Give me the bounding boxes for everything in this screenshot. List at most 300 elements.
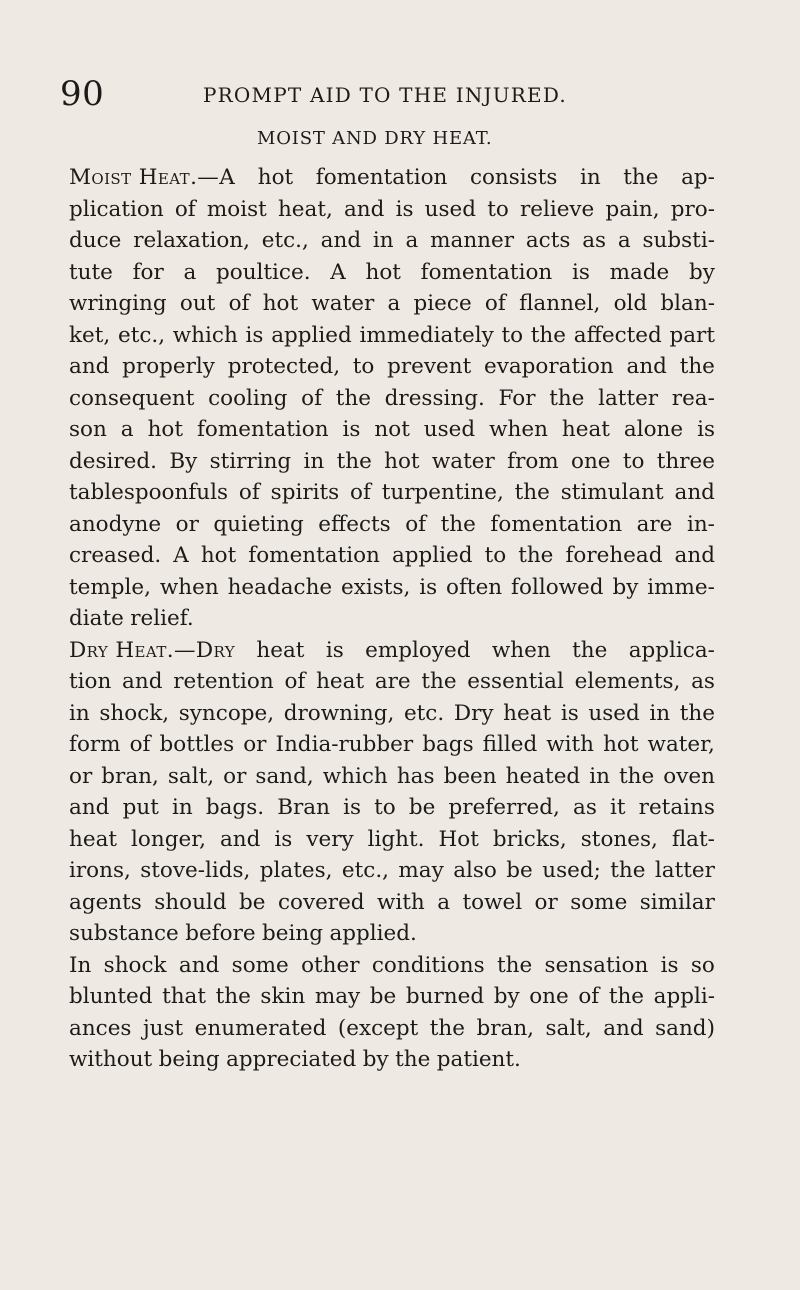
word: when — [159, 574, 219, 600]
word: hot — [365, 259, 401, 285]
word: anodyne — [69, 511, 162, 537]
word: stones, — [580, 826, 658, 852]
word: made — [609, 259, 670, 285]
word: prevent — [387, 354, 472, 379]
word: stirring — [209, 448, 292, 474]
word: and — [674, 543, 715, 568]
word: relief. — [130, 606, 194, 631]
word: not — [374, 417, 410, 442]
word: latter — [598, 385, 659, 411]
word: in — [579, 165, 601, 190]
word: be — [506, 858, 533, 883]
word: pro- — [670, 196, 715, 222]
word: to — [501, 322, 524, 348]
word: essential — [467, 669, 564, 694]
word: cooling — [208, 385, 288, 411]
section-heading: MOIST AND DRY HEAT. — [257, 128, 493, 149]
word: sand) — [655, 1015, 715, 1041]
text-line — [69, 383, 715, 415]
word: very — [306, 826, 354, 852]
text-line — [69, 824, 715, 856]
word: that — [162, 984, 207, 1009]
word: in- — [686, 511, 715, 537]
text-line — [69, 414, 715, 446]
word: A — [330, 259, 346, 285]
word: as — [691, 669, 715, 694]
word: or — [243, 732, 267, 757]
word: towel — [462, 889, 523, 915]
word: often — [446, 574, 503, 600]
word: retains — [638, 795, 715, 820]
word: of — [578, 984, 600, 1009]
word: applied — [271, 322, 352, 348]
text-line — [69, 194, 715, 226]
word: is — [697, 417, 715, 442]
word: etc., — [117, 322, 166, 348]
text-line — [69, 288, 715, 320]
word: the — [421, 669, 457, 694]
word: a — [183, 259, 197, 285]
word: wringing — [69, 291, 167, 316]
text-line — [69, 225, 715, 257]
word: the — [572, 637, 608, 663]
text-line — [69, 1013, 715, 1045]
text-line — [69, 162, 715, 194]
word: salt, — [545, 1015, 592, 1041]
word: and — [603, 1015, 644, 1041]
word: to — [374, 795, 396, 820]
word: the — [429, 1015, 465, 1041]
word: which — [322, 763, 388, 789]
word: be — [408, 795, 436, 820]
word: the — [215, 984, 251, 1009]
word: as — [573, 795, 597, 820]
text-line — [69, 509, 715, 541]
word: other — [301, 952, 360, 978]
word: to — [352, 354, 375, 379]
word: or — [223, 763, 247, 789]
word: used — [424, 196, 477, 222]
word: a — [120, 417, 134, 442]
word: of — [405, 511, 427, 537]
word: drowning, — [283, 700, 395, 726]
paragraph-lead: Dry Heat.—Dry — [69, 637, 236, 663]
word: plication — [69, 196, 164, 222]
word: bags — [422, 732, 474, 757]
word: longer, — [131, 826, 206, 852]
word: fomentation — [490, 511, 623, 537]
word: bricks, — [492, 826, 567, 852]
word: used — [423, 417, 476, 442]
word: tion — [69, 669, 112, 694]
word: and — [178, 952, 220, 978]
word: water, — [647, 732, 715, 757]
word: a — [405, 228, 419, 253]
word: and — [219, 826, 261, 852]
word: the — [619, 763, 655, 789]
word: it — [610, 795, 626, 820]
word: bran, — [476, 1015, 535, 1041]
word: and — [626, 354, 667, 379]
word: been — [443, 763, 497, 789]
word: latter — [654, 858, 715, 883]
word: dressing. — [384, 385, 485, 411]
word: acts — [525, 228, 571, 253]
word: shock, — [99, 700, 170, 726]
word: India-rubber — [275, 732, 414, 757]
word: the — [608, 984, 645, 1009]
word: stove-lids, — [140, 858, 251, 883]
word: the — [623, 165, 659, 190]
word: syncope, — [178, 700, 275, 726]
word: by — [493, 984, 520, 1009]
word: of — [238, 480, 260, 505]
word: poultice. — [215, 259, 311, 285]
word: is — [343, 795, 362, 820]
word: and — [674, 480, 715, 505]
word: pain, — [605, 196, 660, 222]
word: preferred, — [448, 795, 560, 820]
word: consequent — [69, 385, 195, 411]
word: salt, — [167, 763, 215, 789]
word: For — [498, 385, 536, 411]
text-line — [69, 603, 715, 635]
word: part — [669, 322, 715, 348]
word: diate — [69, 606, 124, 631]
word: duce — [69, 228, 122, 253]
word: a — [617, 228, 631, 253]
word: blunted — [69, 984, 153, 1009]
word: substance — [69, 921, 179, 946]
word: being — [158, 1047, 220, 1072]
word: are — [636, 511, 673, 537]
word: which — [172, 322, 238, 348]
word: A — [173, 543, 189, 568]
word: applied — [391, 543, 473, 568]
word: oven — [663, 763, 715, 789]
word: Dry — [453, 700, 494, 726]
word: just — [142, 1015, 184, 1041]
word: has — [396, 763, 435, 789]
word: alone — [623, 417, 684, 442]
word: is — [571, 259, 590, 285]
word: etc., — [261, 228, 309, 253]
text-line — [69, 320, 715, 352]
text-line — [69, 887, 715, 919]
word: (except — [337, 1015, 419, 1041]
word: water — [311, 291, 375, 316]
word: hot — [200, 543, 237, 568]
word: and — [320, 228, 362, 253]
word: enumerated — [194, 1015, 327, 1041]
text-line — [69, 950, 715, 982]
word: when — [491, 637, 551, 663]
word: are — [374, 669, 411, 694]
word: is — [245, 322, 264, 348]
word: By — [169, 448, 198, 474]
paragraph-lead: Moist Heat.—A — [69, 165, 236, 190]
text-line — [69, 855, 715, 887]
word: by — [362, 1047, 389, 1072]
word: of — [350, 480, 371, 505]
word: to — [622, 448, 645, 474]
word: old — [613, 291, 648, 316]
word: burned — [405, 984, 485, 1009]
word: turpentine, — [381, 480, 504, 505]
word: plates, — [259, 858, 333, 883]
word: manner — [430, 228, 515, 253]
word: son — [69, 417, 107, 442]
word: heated — [505, 763, 581, 789]
word: may — [398, 858, 444, 883]
word: is — [419, 574, 438, 600]
word: of — [284, 669, 306, 694]
word: shock — [103, 952, 167, 978]
word: rea- — [671, 385, 715, 411]
word: in — [649, 700, 671, 726]
word: hot — [384, 448, 420, 474]
text-line — [69, 981, 715, 1013]
word: being — [262, 921, 323, 946]
word: consists — [469, 165, 558, 190]
word: hot — [603, 732, 639, 757]
word: in — [372, 228, 394, 253]
word: exists, — [341, 574, 411, 600]
word: to — [487, 196, 509, 222]
word: is — [660, 952, 679, 978]
word: elements, — [574, 669, 681, 694]
word: heat — [561, 417, 610, 442]
word: fomentation — [248, 543, 380, 568]
word: filled — [482, 732, 538, 757]
word: spirits — [270, 480, 340, 505]
word: or — [534, 889, 558, 915]
text-line — [69, 351, 715, 383]
text-line — [69, 635, 715, 667]
word: in — [303, 448, 325, 474]
word: of — [484, 291, 506, 316]
word: employed — [365, 637, 471, 663]
word: heat — [316, 669, 365, 694]
running-head — [60, 76, 580, 116]
text-line — [69, 477, 715, 509]
word: properly — [122, 354, 215, 379]
word: heat, — [277, 196, 333, 222]
word: of — [301, 385, 323, 411]
word: the — [440, 511, 476, 537]
text-line — [69, 257, 715, 289]
word: should — [154, 889, 227, 915]
text-line — [69, 792, 715, 824]
word: from — [507, 448, 559, 474]
word: as — [582, 228, 607, 253]
word: the — [395, 1047, 431, 1072]
word: is — [325, 637, 344, 663]
word: in — [171, 795, 193, 820]
word: sand, — [255, 763, 314, 789]
text-line — [69, 761, 715, 793]
word: the — [336, 448, 372, 474]
word: fomentation — [196, 417, 329, 442]
word: temple, — [69, 574, 151, 600]
word: and — [69, 354, 110, 379]
text-line — [69, 572, 715, 604]
word: the — [679, 700, 715, 726]
word: by — [612, 574, 639, 600]
word: skin — [260, 984, 306, 1009]
word: creased. — [69, 543, 162, 568]
word: one — [529, 984, 569, 1009]
word: some — [231, 952, 289, 978]
word: and — [122, 669, 163, 694]
word: Hot — [438, 826, 479, 852]
word: covered — [277, 889, 365, 915]
word: is — [342, 417, 361, 442]
word: for — [132, 259, 164, 285]
word: is — [395, 196, 414, 222]
word: relaxation, — [133, 228, 250, 253]
word: applied. — [329, 921, 417, 946]
word: ances — [69, 1015, 132, 1041]
word: conditions — [371, 952, 485, 978]
word: a — [437, 889, 451, 915]
word: etc., — [341, 858, 389, 883]
word: fomentation — [420, 259, 553, 285]
word: Bran — [277, 795, 330, 820]
text-line — [69, 540, 715, 572]
word: blan- — [660, 291, 715, 316]
word: of — [174, 196, 196, 222]
word: desired. — [69, 448, 157, 474]
word: In — [69, 952, 92, 978]
word: bottles — [159, 732, 235, 757]
word: appreciated — [226, 1047, 357, 1072]
word: one — [571, 448, 611, 474]
word: be — [369, 984, 397, 1009]
word: without — [69, 1047, 153, 1072]
word: tablespoonfuls — [69, 480, 229, 505]
body-text — [69, 162, 715, 1076]
page-number: 90 — [60, 74, 105, 114]
word: or — [69, 763, 93, 789]
word: immediately — [359, 322, 494, 348]
word: or — [175, 511, 199, 537]
word: headache — [227, 574, 333, 600]
text-line — [69, 666, 715, 698]
word: the — [335, 385, 371, 411]
word: piece — [413, 291, 472, 316]
word: patient. — [436, 1047, 521, 1072]
word: also — [453, 858, 497, 883]
word: by — [688, 259, 715, 285]
word: used — [588, 700, 640, 726]
word: some — [570, 889, 628, 915]
text-line — [69, 1044, 715, 1076]
word: is — [560, 700, 579, 726]
word: with — [377, 889, 425, 915]
word: affected — [573, 322, 662, 348]
word: the — [497, 952, 533, 978]
word: agents — [69, 889, 142, 915]
word: fomentation — [315, 165, 448, 190]
word: the — [530, 322, 567, 348]
word: the — [549, 385, 585, 411]
word: followed — [511, 574, 604, 600]
word: substi- — [642, 228, 715, 253]
word: the — [518, 543, 554, 568]
word: effects — [318, 511, 391, 537]
word: imme- — [647, 574, 715, 600]
word: irons, — [69, 858, 131, 883]
word: evaporation — [483, 354, 614, 379]
running-title: PROMPT AID TO THE INJURED. — [203, 83, 567, 107]
word: light. — [367, 826, 425, 852]
word: applica- — [628, 637, 715, 663]
word: tute — [69, 259, 113, 285]
word: is — [274, 826, 293, 852]
word: used; — [542, 858, 601, 883]
word: and — [69, 795, 110, 820]
word: bran, — [101, 763, 159, 789]
word: similar — [639, 889, 715, 915]
word: three — [656, 448, 715, 474]
word: before — [185, 921, 256, 946]
word: ap- — [681, 165, 715, 190]
word: put — [122, 795, 159, 820]
word: water — [431, 448, 495, 474]
word: in — [589, 763, 610, 789]
word: flannel, — [519, 291, 601, 316]
word: etc. — [403, 700, 445, 726]
word: when — [489, 417, 548, 442]
word: may — [314, 984, 361, 1009]
word: bags. — [205, 795, 265, 820]
word: heat — [503, 700, 552, 726]
word: so — [690, 952, 715, 978]
word: of — [228, 291, 250, 316]
word: forehead — [565, 543, 663, 568]
word: hot — [147, 417, 183, 442]
word: protected, — [227, 354, 341, 379]
word: hot — [262, 291, 299, 316]
word: with — [546, 732, 595, 757]
word: and — [343, 196, 385, 222]
word: relieve — [519, 196, 595, 222]
word: heat — [256, 637, 305, 663]
word: in — [69, 700, 90, 726]
word: be — [239, 889, 266, 915]
word: hot — [257, 165, 294, 190]
text-line — [69, 698, 715, 730]
word: heat — [69, 826, 118, 852]
word: to — [484, 543, 507, 568]
word: moist — [206, 196, 267, 222]
word: appli- — [653, 984, 715, 1009]
word: quieting — [213, 511, 304, 537]
word: stimulant — [560, 480, 664, 505]
word: form — [69, 732, 121, 757]
word: retention — [173, 669, 274, 694]
text-line — [69, 918, 715, 950]
word: of — [129, 732, 151, 757]
word: the — [679, 354, 715, 379]
word: out — [179, 291, 216, 316]
word: the — [514, 480, 550, 505]
text-line — [69, 446, 715, 478]
text-line — [69, 729, 715, 761]
word: sensation — [544, 952, 649, 978]
word: flat- — [671, 826, 715, 852]
